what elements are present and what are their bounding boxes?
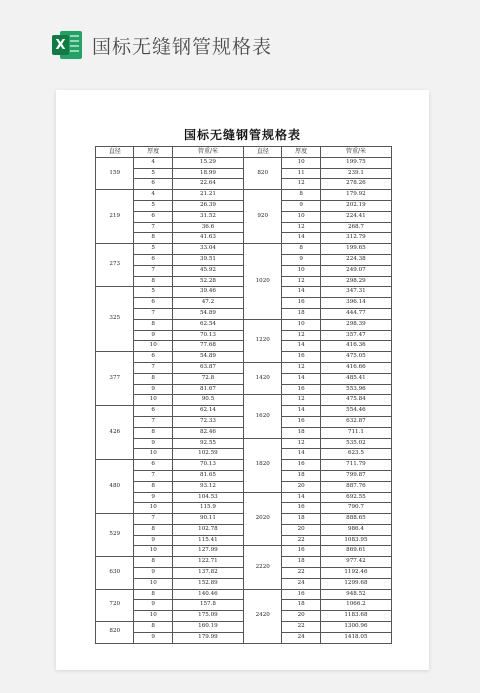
- weight-cell: 278.26: [320, 179, 391, 190]
- weight-cell: 416.36: [320, 341, 391, 352]
- diameter-cell: 1620: [243, 395, 281, 438]
- weight-cell: 92.55: [172, 438, 243, 449]
- thickness-cell: 12: [282, 438, 320, 449]
- weight-cell: 444.77: [320, 308, 391, 319]
- thickness-cell: 20: [282, 481, 320, 492]
- weight-cell: 72.33: [172, 416, 243, 427]
- weight-cell: 986.4: [320, 524, 391, 535]
- thickness-cell: 8: [134, 319, 172, 330]
- diameter-cell: 1220: [243, 319, 281, 362]
- table-row: [96, 546, 392, 557]
- table-row: [96, 157, 392, 168]
- weight-cell: 52.28: [172, 276, 243, 287]
- thickness-cell: 9: [134, 492, 172, 503]
- weight-cell: 1300.96: [320, 622, 391, 633]
- thickness-cell: 8: [134, 557, 172, 568]
- weight-cell: 31.52: [172, 211, 243, 222]
- diameter-cell: 219: [96, 190, 134, 244]
- diameter-cell: 480: [96, 460, 134, 514]
- thickness-cell: 6: [134, 254, 172, 265]
- header-diameter-right: 直径: [243, 147, 281, 158]
- weight-cell: 799.87: [320, 470, 391, 481]
- weight-cell: 948.52: [320, 589, 391, 600]
- thickness-cell: 16: [282, 546, 320, 557]
- table-row: [96, 362, 392, 373]
- thickness-cell: 9: [134, 568, 172, 579]
- weight-cell: 115.9: [172, 503, 243, 514]
- table-row: [96, 492, 392, 503]
- weight-cell: 18.99: [172, 168, 243, 179]
- weight-cell: 179.99: [172, 632, 243, 643]
- thickness-cell: 7: [134, 416, 172, 427]
- excel-icon: X: [52, 30, 82, 60]
- diameter-cell: 2420: [243, 589, 281, 643]
- thickness-cell: 16: [282, 384, 320, 395]
- weight-cell: 1418.05: [320, 632, 391, 643]
- weight-cell: 869.61: [320, 546, 391, 557]
- thickness-cell: 8: [134, 427, 172, 438]
- weight-cell: 81.67: [172, 384, 243, 395]
- table-row: [96, 438, 392, 449]
- thickness-cell: 10: [282, 157, 320, 168]
- thickness-cell: 8: [134, 373, 172, 384]
- app-title: 国标无缝钢管规格表: [92, 35, 273, 58]
- diameter-cell: 273: [96, 244, 134, 287]
- thickness-cell: 14: [282, 406, 320, 417]
- thickness-cell: 4: [134, 157, 172, 168]
- weight-cell: 977.42: [320, 557, 391, 568]
- weight-cell: 199.75: [320, 157, 391, 168]
- thickness-cell: 20: [282, 611, 320, 622]
- weight-cell: 224.38: [320, 254, 391, 265]
- thickness-cell: 6: [134, 352, 172, 363]
- weight-cell: 62.54: [172, 319, 243, 330]
- thickness-cell: 8: [134, 524, 172, 535]
- thickness-cell: 8: [134, 481, 172, 492]
- weight-cell: 396.14: [320, 298, 391, 309]
- weight-cell: 127.99: [172, 546, 243, 557]
- diameter-cell: 630: [96, 557, 134, 589]
- weight-cell: 62.14: [172, 406, 243, 417]
- thickness-cell: 10: [282, 211, 320, 222]
- thickness-cell: 6: [134, 211, 172, 222]
- weight-cell: 553.96: [320, 384, 391, 395]
- header-diameter-left: 直径: [96, 147, 134, 158]
- weight-cell: 1083.95: [320, 535, 391, 546]
- thickness-cell: 22: [282, 568, 320, 579]
- thickness-cell: 8: [134, 589, 172, 600]
- weight-cell: 36.6: [172, 222, 243, 233]
- diameter-cell: 159: [96, 157, 134, 189]
- weight-cell: 475.84: [320, 395, 391, 406]
- thickness-cell: 18: [282, 427, 320, 438]
- weight-cell: 160.19: [172, 622, 243, 633]
- thickness-cell: 10: [134, 503, 172, 514]
- thickness-cell: 5: [134, 244, 172, 255]
- thickness-cell: 7: [134, 265, 172, 276]
- diameter-cell: 2020: [243, 492, 281, 546]
- thickness-cell: 24: [282, 578, 320, 589]
- thickness-cell: 10: [134, 578, 172, 589]
- weight-cell: 47.2: [172, 298, 243, 309]
- weight-cell: 39.46: [172, 287, 243, 298]
- thickness-cell: 14: [282, 492, 320, 503]
- thickness-cell: 8: [134, 276, 172, 287]
- header-weight-left: 管重/米: [172, 147, 243, 158]
- thickness-cell: 9: [282, 254, 320, 265]
- weight-cell: 104.53: [172, 492, 243, 503]
- thickness-cell: 10: [134, 546, 172, 557]
- weight-cell: 711.79: [320, 460, 391, 471]
- weight-cell: 26.39: [172, 200, 243, 211]
- weight-cell: 485.41: [320, 373, 391, 384]
- thickness-cell: 22: [282, 535, 320, 546]
- thickness-cell: 18: [282, 470, 320, 481]
- diameter-cell: 377: [96, 352, 134, 406]
- thickness-cell: 18: [282, 557, 320, 568]
- diameter-cell: 426: [96, 406, 134, 460]
- thickness-cell: 14: [282, 373, 320, 384]
- thickness-cell: 10: [134, 611, 172, 622]
- thickness-cell: 12: [282, 395, 320, 406]
- thickness-cell: 9: [134, 330, 172, 341]
- thickness-cell: 12: [282, 362, 320, 373]
- weight-cell: 72.8: [172, 373, 243, 384]
- thickness-cell: 10: [282, 265, 320, 276]
- table-row: [96, 244, 392, 255]
- thickness-cell: 18: [282, 600, 320, 611]
- thickness-cell: 12: [282, 330, 320, 341]
- weight-cell: 140.46: [172, 589, 243, 600]
- weight-cell: 102.59: [172, 449, 243, 460]
- weight-cell: 623.5: [320, 449, 391, 460]
- thickness-cell: 14: [282, 287, 320, 298]
- thickness-cell: 8: [282, 190, 320, 201]
- thickness-cell: 9: [134, 600, 172, 611]
- thickness-cell: 12: [282, 276, 320, 287]
- weight-cell: 202.19: [320, 200, 391, 211]
- weight-cell: 45.92: [172, 265, 243, 276]
- weight-cell: 711.1: [320, 427, 391, 438]
- weight-cell: 888.65: [320, 514, 391, 525]
- thickness-cell: 5: [134, 168, 172, 179]
- weight-cell: 54.89: [172, 308, 243, 319]
- thickness-cell: 18: [282, 514, 320, 525]
- thickness-cell: 5: [134, 200, 172, 211]
- thickness-cell: 5: [134, 287, 172, 298]
- weight-cell: 416.66: [320, 362, 391, 373]
- thickness-cell: 6: [134, 179, 172, 190]
- thickness-cell: 7: [134, 308, 172, 319]
- weight-cell: 137.82: [172, 568, 243, 579]
- weight-cell: 81.65: [172, 470, 243, 481]
- thickness-cell: 6: [134, 406, 172, 417]
- diameter-cell: 920: [243, 190, 281, 244]
- table-row: [96, 589, 392, 600]
- weight-cell: 357.47: [320, 330, 391, 341]
- weight-cell: 41.63: [172, 233, 243, 244]
- weight-cell: 1299.68: [320, 578, 391, 589]
- thickness-cell: 7: [134, 362, 172, 373]
- table-row: [96, 395, 392, 406]
- thickness-cell: 8: [134, 233, 172, 244]
- thickness-cell: 8: [282, 244, 320, 255]
- weight-cell: 122.71: [172, 557, 243, 568]
- diameter-cell: 820: [243, 157, 281, 189]
- weight-cell: 63.87: [172, 362, 243, 373]
- weight-cell: 199.65: [320, 244, 391, 255]
- weight-cell: 239.1: [320, 168, 391, 179]
- app-header: [52, 28, 272, 62]
- weight-cell: 268.7: [320, 222, 391, 233]
- thickness-cell: 7: [134, 470, 172, 481]
- thickness-cell: 16: [282, 589, 320, 600]
- thickness-cell: 24: [282, 632, 320, 643]
- thickness-cell: 9: [134, 438, 172, 449]
- thickness-cell: 16: [282, 298, 320, 309]
- document-page: [56, 90, 429, 670]
- weight-cell: 632.87: [320, 416, 391, 427]
- thickness-cell: 16: [282, 416, 320, 427]
- weight-cell: 77.68: [172, 341, 243, 352]
- diameter-cell: 529: [96, 514, 134, 557]
- weight-cell: 224.41: [320, 211, 391, 222]
- weight-cell: 39.51: [172, 254, 243, 265]
- thickness-cell: 10: [282, 319, 320, 330]
- header-thickness-right: 厚度: [282, 147, 320, 158]
- thickness-cell: 16: [282, 460, 320, 471]
- thickness-cell: 6: [134, 460, 172, 471]
- weight-cell: 1066.2: [320, 600, 391, 611]
- weight-cell: 1183.68: [320, 611, 391, 622]
- weight-cell: 90.11: [172, 514, 243, 525]
- weight-cell: 312.79: [320, 233, 391, 244]
- thickness-cell: 20: [282, 524, 320, 535]
- weight-cell: 347.31: [320, 287, 391, 298]
- header-thickness-left: 厚度: [134, 147, 172, 158]
- weight-cell: 70.13: [172, 460, 243, 471]
- thickness-cell: 6: [134, 298, 172, 309]
- thickness-cell: 7: [134, 222, 172, 233]
- diameter-cell: 1020: [243, 244, 281, 320]
- weight-cell: 298.39: [320, 319, 391, 330]
- weight-cell: 175.09: [172, 611, 243, 622]
- weight-cell: 157.8: [172, 600, 243, 611]
- weight-cell: 54.89: [172, 352, 243, 363]
- diameter-cell: 1820: [243, 438, 281, 492]
- weight-cell: 535.02: [320, 438, 391, 449]
- thickness-cell: 9: [134, 535, 172, 546]
- diameter-cell: 2220: [243, 546, 281, 589]
- weight-cell: 21.21: [172, 190, 243, 201]
- thickness-cell: 14: [282, 233, 320, 244]
- thickness-cell: 12: [282, 179, 320, 190]
- weight-cell: 102.78: [172, 524, 243, 535]
- weight-cell: 82.46: [172, 427, 243, 438]
- thickness-cell: 7: [134, 514, 172, 525]
- thickness-cell: 10: [134, 395, 172, 406]
- weight-cell: 790.7: [320, 503, 391, 514]
- thickness-cell: 22: [282, 622, 320, 633]
- table-row: [96, 190, 392, 201]
- weight-cell: 887.76: [320, 481, 391, 492]
- weight-cell: 475.05: [320, 352, 391, 363]
- weight-cell: 1192.46: [320, 568, 391, 579]
- weight-cell: 692.55: [320, 492, 391, 503]
- weight-cell: 93.12: [172, 481, 243, 492]
- weight-cell: 70.13: [172, 330, 243, 341]
- weight-cell: 90.5: [172, 395, 243, 406]
- weight-cell: 152.89: [172, 578, 243, 589]
- diameter-cell: 820: [96, 622, 134, 644]
- thickness-cell: 12: [282, 222, 320, 233]
- thickness-cell: 8: [134, 622, 172, 633]
- thickness-cell: 18: [282, 308, 320, 319]
- diameter-cell: 325: [96, 287, 134, 352]
- weight-cell: 15.29: [172, 157, 243, 168]
- thickness-cell: 16: [282, 352, 320, 363]
- thickness-cell: 10: [134, 449, 172, 460]
- thickness-cell: 14: [282, 341, 320, 352]
- weight-cell: 179.92: [320, 190, 391, 201]
- thickness-cell: 4: [134, 190, 172, 201]
- table-row: [96, 319, 392, 330]
- spec-table: [95, 146, 392, 644]
- diameter-cell: 1420: [243, 362, 281, 394]
- weight-cell: 249.07: [320, 265, 391, 276]
- thickness-cell: 9: [282, 200, 320, 211]
- diameter-cell: 720: [96, 589, 134, 621]
- thickness-cell: 10: [134, 341, 172, 352]
- table-header-row: [96, 147, 392, 158]
- thickness-cell: 9: [134, 632, 172, 643]
- weight-cell: 115.41: [172, 535, 243, 546]
- weight-cell: 298.29: [320, 276, 391, 287]
- thickness-cell: 14: [282, 449, 320, 460]
- thickness-cell: 16: [282, 503, 320, 514]
- weight-cell: 554.46: [320, 406, 391, 417]
- thickness-cell: 9: [134, 384, 172, 395]
- header-weight-right: 管重/米: [320, 147, 391, 158]
- thickness-cell: 11: [282, 168, 320, 179]
- weight-cell: 22.64: [172, 179, 243, 190]
- weight-cell: 33.04: [172, 244, 243, 255]
- document-title: 国标无缝钢管规格表: [183, 128, 301, 142]
